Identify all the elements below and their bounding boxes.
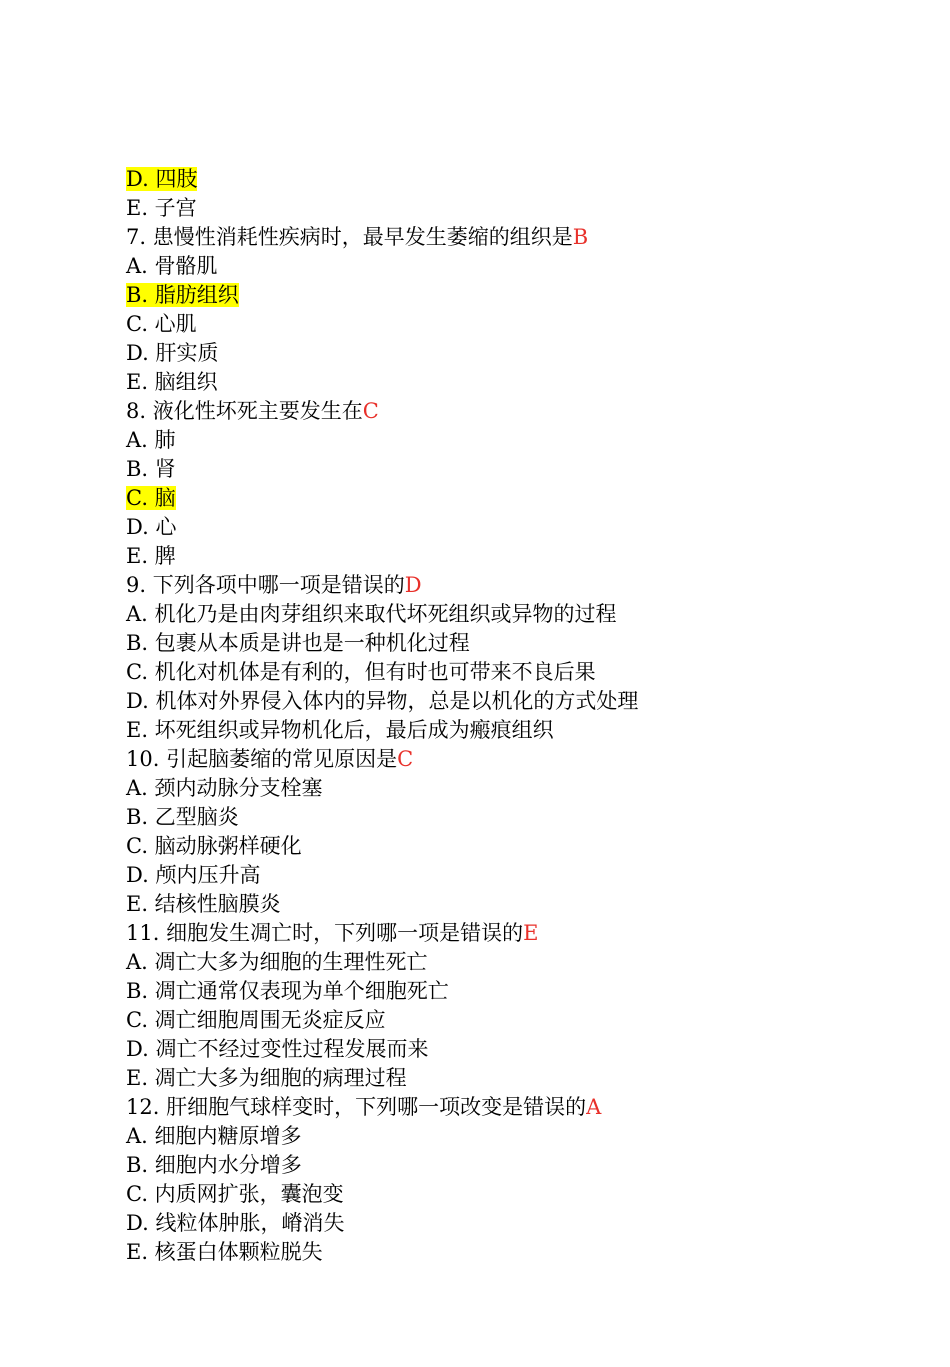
option-line (126, 774, 886, 803)
question-text: 8. 液化性坏死主要发生在 (126, 399, 363, 423)
option-line (126, 832, 886, 861)
option-text: D. 凋亡不经过变性过程发展而来 (126, 1037, 429, 1061)
question-line (126, 223, 886, 252)
question-line (126, 571, 886, 600)
option-text: D. 心 (126, 515, 177, 539)
option-text: A. 细胞内糖原增多 (126, 1124, 302, 1148)
option-line (126, 1122, 886, 1151)
option-line (126, 455, 886, 484)
option-text: D. 肝实质 (126, 341, 219, 365)
option-line (126, 948, 886, 977)
option-text: D. 颅内压升高 (126, 863, 261, 887)
correct-option-text: D. 四肢 (126, 167, 198, 191)
option-line (126, 194, 886, 223)
option-line (126, 716, 886, 745)
answer-key: A (586, 1095, 602, 1119)
option-text: B. 肾 (126, 457, 176, 481)
option-text: E. 脑组织 (126, 370, 218, 394)
option-line (126, 513, 886, 542)
option-line (126, 484, 886, 513)
option-text: B. 乙型脑炎 (126, 805, 239, 829)
option-text: A. 机化乃是由肉芽组织来取代坏死组织或异物的过程 (126, 602, 617, 626)
option-line (126, 310, 886, 339)
question-line (126, 919, 886, 948)
answer-key: D (404, 573, 422, 597)
question-line (126, 745, 886, 774)
option-text: E. 结核性脑膜炎 (126, 892, 281, 916)
option-text: C. 脑动脉粥样硬化 (126, 834, 302, 858)
answer-key: C (397, 747, 414, 771)
option-text: A. 凋亡大多为细胞的生理性死亡 (126, 950, 428, 974)
option-text: A. 骨骼肌 (126, 254, 218, 278)
option-text: D. 线粒体肿胀，嵴消失 (126, 1211, 345, 1235)
option-line (126, 165, 886, 194)
option-line (126, 368, 886, 397)
question-list (126, 165, 886, 1267)
option-text: C. 内质网扩张，囊泡变 (126, 1182, 344, 1206)
option-line (126, 629, 886, 658)
option-line (126, 1064, 886, 1093)
option-line (126, 339, 886, 368)
question-text: 11. 细胞发生凋亡时，下列哪一项是错误的 (126, 921, 524, 945)
option-line (126, 1238, 886, 1267)
option-line (126, 658, 886, 687)
option-text: E. 脾 (126, 544, 176, 568)
option-line (126, 861, 886, 890)
option-line (126, 977, 886, 1006)
option-line (126, 1180, 886, 1209)
option-text: C. 凋亡细胞周围无炎症反应 (126, 1008, 386, 1032)
option-text: B. 包裹从本质是讲也是一种机化过程 (126, 631, 470, 655)
option-line (126, 426, 886, 455)
option-text: A. 颈内动脉分支栓塞 (126, 776, 323, 800)
option-line (126, 687, 886, 716)
question-text: 12. 肝细胞气球样变时，下列哪一项改变是错误的 (126, 1095, 587, 1119)
option-line (126, 1006, 886, 1035)
option-text: C. 机化对机体是有利的，但有时也可带来不良后果 (126, 660, 596, 684)
correct-option-text: C. 脑 (126, 486, 176, 510)
answer-key: B (572, 225, 589, 249)
option-line (126, 542, 886, 571)
option-line (126, 600, 886, 629)
answer-key: C (362, 399, 379, 423)
option-text: C. 心肌 (126, 312, 197, 336)
question-line (126, 397, 886, 426)
question-text: 9. 下列各项中哪一项是错误的 (126, 573, 405, 597)
option-line (126, 252, 886, 281)
option-text: E. 凋亡大多为细胞的病理过程 (126, 1066, 407, 1090)
correct-option-text: B. 脂肪组织 (126, 283, 239, 307)
option-text: B. 细胞内水分增多 (126, 1153, 302, 1177)
question-text: 10. 引起脑萎缩的常见原因是 (126, 747, 398, 771)
option-text: E. 核蛋白体颗粒脱失 (126, 1240, 323, 1264)
option-text: E. 子宫 (126, 196, 197, 220)
option-line (126, 281, 886, 310)
option-line (126, 1035, 886, 1064)
option-line (126, 1209, 886, 1238)
option-text: B. 凋亡通常仅表现为单个细胞死亡 (126, 979, 449, 1003)
option-line (126, 890, 886, 919)
question-text: 7. 患慢性消耗性疾病时，最早发生萎缩的组织是 (126, 225, 573, 249)
option-text: A. 肺 (126, 428, 176, 452)
option-text: D. 机体对外界侵入体内的异物，总是以机化的方式处理 (126, 689, 639, 713)
option-line (126, 1151, 886, 1180)
answer-key: E (523, 921, 539, 945)
option-line (126, 803, 886, 832)
option-text: E. 坏死组织或异物机化后，最后成为瘢痕组织 (126, 718, 554, 742)
question-line (126, 1093, 886, 1122)
